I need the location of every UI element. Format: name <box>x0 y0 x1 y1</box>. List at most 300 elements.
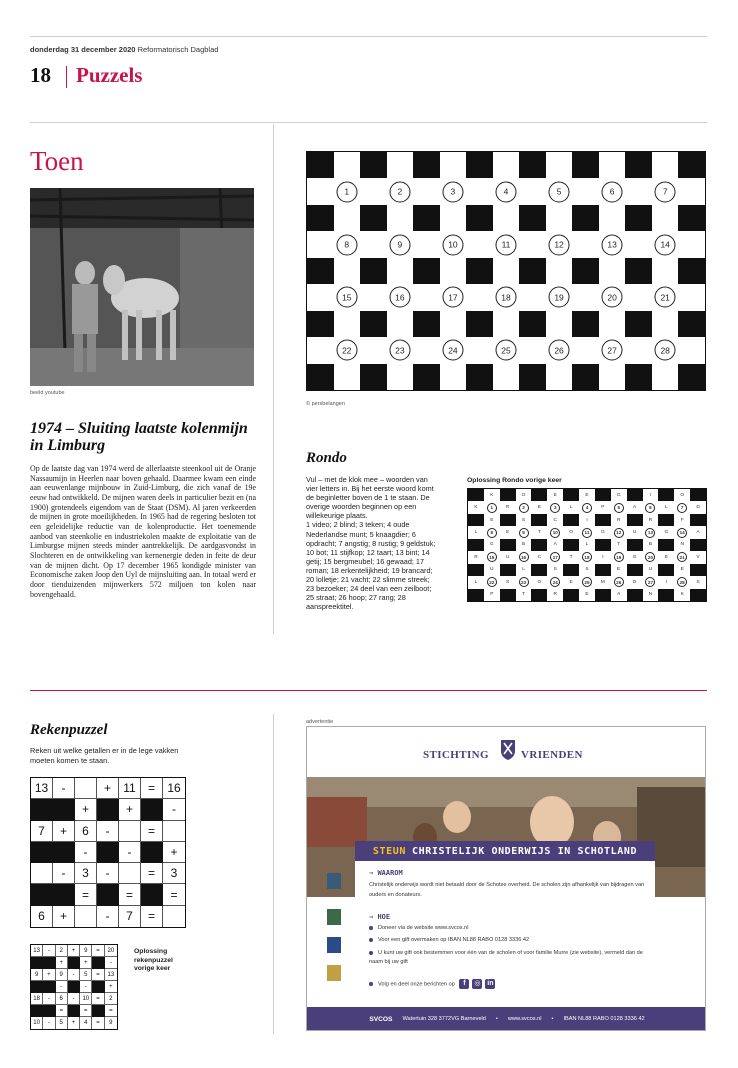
rondo-cell <box>519 152 546 178</box>
rondo-cell <box>466 284 493 310</box>
reken-cell <box>31 884 53 905</box>
rondo-number: 7 <box>655 181 676 202</box>
rondo-cell <box>678 337 705 363</box>
rondo-solution-cell: 14 <box>674 526 690 538</box>
reken-cell: - <box>53 863 75 884</box>
reken-solution-cell <box>43 981 55 993</box>
rondo-cell <box>493 258 520 284</box>
rondo-cell <box>466 205 493 231</box>
page-number: 18 <box>30 63 51 87</box>
rondo-cell <box>466 258 493 284</box>
toen-headline: 1974 – Sluiting laatste kolenmijn in Limburg <box>30 420 248 454</box>
reken-solution-cell: = <box>80 1005 92 1017</box>
rondo-cell <box>493 311 520 337</box>
facebook-icon[interactable]: f <box>459 979 469 989</box>
rondo-cell <box>572 258 599 284</box>
rondo-cell <box>493 337 520 363</box>
rondo-number: 28 <box>655 340 676 361</box>
rondo-solution-cell: G <box>632 554 637 560</box>
rondo-cell <box>360 205 387 231</box>
rondo-cell <box>572 364 599 390</box>
rondo-cell <box>625 337 652 363</box>
reken-solution-cell: 4 <box>80 1017 92 1029</box>
reken-solution-cell: = <box>92 945 104 957</box>
reken-solution-cell: + <box>43 969 55 981</box>
rondo-cell <box>625 284 652 310</box>
rondo-solution-cell: U <box>490 567 494 573</box>
rondo-cell <box>307 311 334 337</box>
rondo-solution-cell: E <box>617 567 621 573</box>
rondo-cell <box>493 231 520 257</box>
rondo-solution-cell <box>595 564 611 576</box>
rondo-solution-cell: E <box>680 567 684 573</box>
rondo-solution-cell: C <box>537 554 542 560</box>
rondo-number: 11 <box>495 234 516 255</box>
ad-hoe-heading: ⇒ HOE <box>369 913 391 921</box>
rondo-solution-cell <box>500 514 516 526</box>
reken-solution-cell <box>31 957 43 969</box>
reken-solution-cell: + <box>68 1017 80 1029</box>
rondo-solution-cell: I <box>586 517 588 523</box>
rondo-cell <box>572 231 599 257</box>
rondo-solution-cell: S <box>585 567 589 573</box>
rondo-number: 13 <box>602 234 623 255</box>
reken-cell: - <box>75 842 97 863</box>
rondo-cell <box>652 284 679 310</box>
rondo-solution-cell: D <box>632 579 637 585</box>
rekenpuzzel-solution-grid <box>30 944 118 1030</box>
rondo-cell <box>334 178 361 204</box>
rondo-cell <box>572 178 599 204</box>
rondo-solution-cell: G <box>489 542 494 548</box>
reken-solution-cell: 5 <box>56 1017 68 1029</box>
rondo-solution-cell: G <box>600 530 605 536</box>
rondo-solution-cell: F <box>680 517 684 523</box>
rondo-solution-cell <box>690 539 706 551</box>
rondo-cell <box>360 178 387 204</box>
rondo-solution-cell: 8 <box>484 526 500 538</box>
rondo-cell <box>440 258 467 284</box>
rondo-solution-cell: E <box>537 505 541 511</box>
rondo-solution-cell: S <box>696 579 700 585</box>
rondo-cell <box>334 231 361 257</box>
rondo-solution-cell: 1 <box>484 501 500 513</box>
rondo-solution-cell <box>563 539 579 551</box>
rondo-cell <box>678 364 705 390</box>
reken-solution-cell: + <box>80 957 92 969</box>
rondo-cell <box>387 205 414 231</box>
rondo-solution-cell: V <box>696 554 700 560</box>
reken-cell: + <box>53 821 75 842</box>
rondo-cell <box>625 178 652 204</box>
rondo-cell <box>678 205 705 231</box>
rondo-solution-cell: A <box>696 530 700 536</box>
rondo-solution-cell <box>690 514 706 526</box>
rondo-number: 23 <box>389 340 410 361</box>
reken-solution-cell: 5 <box>80 969 92 981</box>
reken-solution-cell: 20 <box>105 945 117 957</box>
rondo-cell <box>493 205 520 231</box>
reken-solution-cell: 13 <box>105 969 117 981</box>
rondo-solution-cell: S <box>506 579 510 585</box>
rondo-solution-cell: K <box>490 492 494 498</box>
reken-solution-cell: 6 <box>56 993 68 1005</box>
rondo-solution-cell: I <box>665 579 667 585</box>
reken-cell <box>31 799 53 820</box>
rondo-cell <box>493 152 520 178</box>
reken-cell <box>141 799 163 820</box>
rondo-solution-cell: 7 <box>674 501 690 513</box>
rondo-solution-cell <box>690 589 706 601</box>
toen-body: Op de laatste dag van 1974 werd de allerlaatste steenkool uit de Oranje Nassaumijn in Heerlen naar boven gehaald. Daarmee kwam een einde aan eeuwenlange mijnbouw in Zuid-Limburg, die zich vanaf de 19e eeuw had ontwikkeld. De mijnen waren deels in particulier bezit en (na 1900) grotendeels eigendom van de Staat (DSM). Al jaren verkeerden de mijnen in grote moeilijkheden. In 1965 had de regering besloten tot een geleidelijke reductie van de kolenproductie. Het toenemende aanbod van steenkolie en industriekolen maakte de exploitatie van de Limburgse mijnen steeds minder aantrekkelijk. De aardgasvondst in Slochteren en de ontwikkeling van kernenergie deden in feite de deur van de mijnen dicht. Op 17 december 1965 kondigde minister van Economische zaken Joop den Uyl de mijnsluiting aan. In totaal werd er door tienduizenden mijnwerkers 572 miljoen ton kolen naar bovengehaald. <box>30 464 256 599</box>
reken-solution-cell: = <box>105 1005 117 1017</box>
rondo-solution-cell: 19 <box>611 551 627 563</box>
reken-solution-cell: - <box>105 957 117 969</box>
rondo-cell <box>387 152 414 178</box>
rondo-solution-cell: N <box>680 542 684 548</box>
rondo-solution-cell: B <box>648 542 653 548</box>
rondo-solution-cell <box>595 539 611 551</box>
rondo-cell <box>546 311 573 337</box>
rondo-cell <box>440 205 467 231</box>
rondo-solution-cell <box>468 539 484 551</box>
rondo-solution-cell <box>468 514 484 526</box>
rondo-cell <box>413 284 440 310</box>
rondo-cell <box>440 152 467 178</box>
rondo-solution-cell: 18 <box>579 551 595 563</box>
rondo-number: 9 <box>389 234 410 255</box>
rondo-cell <box>387 284 414 310</box>
rondo-solution-cell: K <box>680 592 684 598</box>
rondo-cell <box>493 284 520 310</box>
section-title: Puzzels <box>76 63 143 87</box>
rondo-solution-cell: 9 <box>516 526 532 538</box>
rondo-cell <box>413 337 440 363</box>
rondo-cell <box>572 205 599 231</box>
rondo-number: 4 <box>495 181 516 202</box>
rondo-cell <box>652 364 679 390</box>
rondo-cell <box>652 311 679 337</box>
rondo-solution-cell: G <box>664 530 669 536</box>
rondo-solution-cell: T <box>522 592 525 598</box>
rondo-number: 17 <box>442 287 463 308</box>
reken-cell: = <box>119 884 141 905</box>
rondo-solution-cell: A <box>617 592 621 598</box>
rondo-cell <box>440 231 467 257</box>
rondo-solution-cell: 5 <box>611 501 627 513</box>
rondo-cell <box>625 231 652 257</box>
reken-cell: = <box>141 863 163 884</box>
rondo-solution-cell: L <box>474 579 478 585</box>
rondo-number: 25 <box>495 340 516 361</box>
reken-cell <box>97 799 119 820</box>
rondo-cell <box>625 311 652 337</box>
reken-cell: - <box>119 842 141 863</box>
rondo-number: 5 <box>549 181 570 202</box>
rondo-solution-cell: I <box>649 492 652 498</box>
rondo-solution-cell: 27 <box>643 576 659 588</box>
reken-solution-cell <box>92 981 104 993</box>
rondo-solution-cell: L <box>664 505 668 511</box>
reken-solution-cell: - <box>80 981 92 993</box>
rondo-cell <box>678 258 705 284</box>
rondo-solution-cell: R <box>616 517 621 523</box>
rondo-number: 1 <box>336 181 357 202</box>
photo-credit: beeld youtube <box>30 390 65 396</box>
reken-solution-cell: 9 <box>80 945 92 957</box>
rondo-solution-cell: U <box>505 554 510 560</box>
rondo-cell <box>307 284 334 310</box>
rondo-cell <box>519 311 546 337</box>
rondo-cell <box>413 205 440 231</box>
reken-cell: + <box>53 906 75 927</box>
rondo-solution-cell: O <box>537 579 542 585</box>
rondo-cell <box>440 178 467 204</box>
rondo-solution-title: Oplossing Rondo vorige keer <box>467 477 562 484</box>
rondo-solution-cell: U <box>648 567 653 573</box>
reken-cell: + <box>163 842 185 863</box>
reken-cell: - <box>53 778 75 799</box>
ad-hoe-item-4: Volg en deel onze berichten op f ◎ in <box>369 979 495 989</box>
rondo-solution-cell: E <box>585 492 589 498</box>
rondo-solution-cell <box>595 589 611 601</box>
rondo-cell <box>678 152 705 178</box>
reken-cell: = <box>75 884 97 905</box>
rondo-cell <box>413 178 440 204</box>
instagram-icon[interactable]: ◎ <box>474 980 481 987</box>
rondo-solution-cell <box>690 564 706 576</box>
reken-solution-cell: 2 <box>105 993 117 1005</box>
rondo-cell <box>334 258 361 284</box>
rondo-cell <box>440 337 467 363</box>
rondo-solution-cell: 24 <box>547 576 563 588</box>
reken-solution-cell: + <box>56 957 68 969</box>
rondo-cell <box>519 258 546 284</box>
rondo-solution-cell: 4 <box>579 501 595 513</box>
rondo-cell <box>466 178 493 204</box>
rondo-cell <box>625 364 652 390</box>
advertisement-label: advertentie <box>306 719 334 725</box>
rondo-cell <box>625 258 652 284</box>
rondo-solution-cell <box>563 589 579 601</box>
reken-cell <box>53 884 75 905</box>
rondo-solution-cell <box>468 589 484 601</box>
rondo-cell <box>334 311 361 337</box>
rondo-cell <box>519 178 546 204</box>
rondo-solution-cell <box>627 514 643 526</box>
school-logo-4 <box>327 965 341 981</box>
rondo-solution-cell: L <box>522 567 525 573</box>
reken-cell <box>97 842 119 863</box>
rondo-solution-cell <box>658 589 674 601</box>
school-logo-2 <box>327 909 341 925</box>
reken-solution-cell: 10 <box>80 993 92 1005</box>
rondo-solution-cell: N <box>648 592 653 598</box>
rondo-solution-cell <box>658 514 674 526</box>
rondo-solution-cell <box>627 539 643 551</box>
rondo-number: 3 <box>442 181 463 202</box>
rondo-cell <box>652 258 679 284</box>
rondo-solution-cell <box>563 514 579 526</box>
reken-solution-cell: 10 <box>31 1017 43 1029</box>
rondo-solution-cell: R <box>553 592 557 598</box>
reken-cell: - <box>97 863 119 884</box>
reken-cell <box>163 821 185 842</box>
reken-cell: 3 <box>75 863 97 884</box>
reken-solution-cell: - <box>43 1017 55 1029</box>
rondo-cell <box>493 178 520 204</box>
rondo-solution-cell: L <box>474 530 478 536</box>
reken-solution-cell <box>31 981 43 993</box>
rondo-solution-cell: 2 <box>516 501 532 513</box>
rondo-solution-cell: M <box>600 579 605 585</box>
rondo-cell <box>652 337 679 363</box>
rondo-cell <box>546 364 573 390</box>
reken-cell <box>97 884 119 905</box>
rondo-cell <box>360 337 387 363</box>
rondo-number: 27 <box>602 340 623 361</box>
rondo-solution-cell: E <box>553 492 557 498</box>
rondo-cell <box>360 284 387 310</box>
rondo-number: 19 <box>549 287 570 308</box>
rondo-cell <box>546 284 573 310</box>
reken-solution-cell <box>68 1005 80 1017</box>
rondo-solution-cell <box>500 589 516 601</box>
rondo-number: 15 <box>336 287 357 308</box>
rondo-title: Rondo <box>306 450 347 466</box>
rondo-cell <box>519 364 546 390</box>
rondo-solution-cell <box>500 539 516 551</box>
rondo-cell <box>599 152 626 178</box>
rondo-cell <box>440 284 467 310</box>
rondo-cell <box>413 152 440 178</box>
rondo-cell <box>599 231 626 257</box>
rondo-solution-cell <box>468 564 484 576</box>
rondo-number: 18 <box>495 287 516 308</box>
rondo-cell <box>334 205 361 231</box>
rekenpuzzel-title: Rekenpuzzel <box>30 722 108 738</box>
rondo-number: 10 <box>442 234 463 255</box>
rondo-number: 21 <box>655 287 676 308</box>
rondo-solution-cell: 3 <box>547 501 563 513</box>
rondo-cell <box>519 337 546 363</box>
rondo-number: 20 <box>602 287 623 308</box>
reken-cell: - <box>163 799 185 820</box>
rondo-solution-cell <box>563 564 579 576</box>
rondo-solution-cell: L <box>569 505 573 511</box>
rondo-solution-cell <box>627 589 643 601</box>
mine-photo <box>30 188 254 386</box>
rondo-cell <box>387 364 414 390</box>
rondo-solution-cell <box>468 489 484 501</box>
rondo-solution-cell: E <box>585 592 589 598</box>
reken-cell: 11 <box>119 778 141 799</box>
reken-cell: 6 <box>31 906 53 927</box>
reken-cell: - <box>97 821 119 842</box>
rondo-solution-cell: P <box>490 592 494 598</box>
reken-cell <box>163 906 185 927</box>
rondo-solution-cell <box>658 539 674 551</box>
rondo-solution-cell: E <box>490 517 494 523</box>
reken-cell <box>141 884 163 905</box>
rondo-solution-cell <box>531 514 547 526</box>
header-separator <box>66 66 67 88</box>
rondo-solution-cell <box>658 564 674 576</box>
school-logo-3 <box>327 937 341 953</box>
reken-cell <box>75 778 97 799</box>
rondo-solution-cell <box>531 564 547 576</box>
rekenpuzzel-instructions: Reken uit welke getallen er in de lege vakken moeten komen te staan. <box>30 746 179 765</box>
reken-cell: = <box>141 821 163 842</box>
ad-logo-left: STICHTING <box>423 749 489 761</box>
rondo-solution-cell: 28 <box>674 576 690 588</box>
advertisement[interactable] <box>306 726 706 1031</box>
rondo-cell <box>360 152 387 178</box>
rondo-clues: Vul – met de klok mee – woorden van vier letters in. Bij het eerste woord komt de beginletter boven de 1 te staan. De overige woorden beginnen op een willekeurige plaats. 1 video; 2 blind; 3 teken; 4 oude Nederlandse munt; 5 knaagdier; 6 opdracht; 7 angstig; 8 rustig; 9 geldstuk; 10 bot; 11 stijfkop; 12 taart; 13 bint; 14 getij; 15 bergmeubel; 16 gewaad; 17 roman; 18 erkentelijkheid; 19 brancard; 20 lolletje; 21 vacht; 22 slimme streek; 23 bezoeker; 24 deel van een zeilboot; 25 straat; 26 hoop; 27 rang; 28 aanspreektitel. <box>306 475 436 612</box>
rondo-cell <box>652 205 679 231</box>
rondo-solution-cell: 16 <box>516 551 532 563</box>
rondo-cell <box>413 311 440 337</box>
rondo-cell <box>572 311 599 337</box>
rondo-solution-cell: 13 <box>643 526 659 538</box>
rondo-solution-cell: O <box>521 492 526 498</box>
rondo-solution-cell: 26 <box>611 576 627 588</box>
rondo-solution-cell: E <box>569 579 573 585</box>
ad-hoe-item-1: Doneer via de website www.svcos.nl <box>369 925 468 931</box>
rondo-solution-cell <box>531 589 547 601</box>
rondo-solution-cell: 11 <box>579 526 595 538</box>
header-date: donderdag 31 december 2020 Reformatorisch Dagblad <box>30 45 219 54</box>
rondo-number: 14 <box>655 234 676 255</box>
rondo-cell <box>360 364 387 390</box>
rondo-cell <box>652 231 679 257</box>
reken-solution-cell <box>92 1005 104 1017</box>
rondo-solution-cell: 12 <box>611 526 627 538</box>
rekenpuzzel-solution-label: Oplossing rekenpuzzel vorige keer <box>134 948 173 972</box>
rondo-cell <box>334 284 361 310</box>
rondo-cell <box>599 337 626 363</box>
rondo-solution-cell: T <box>617 542 621 548</box>
reken-cell: 13 <box>31 778 53 799</box>
reken-solution-cell: - <box>68 993 80 1005</box>
reken-cell: 3 <box>163 863 185 884</box>
reken-solution-cell: = <box>56 1005 68 1017</box>
rondo-number: 16 <box>389 287 410 308</box>
reken-cell: = <box>163 884 185 905</box>
rondo-cell <box>599 178 626 204</box>
rondo-solution-cell <box>531 489 547 501</box>
rondo-solution-cell: O <box>569 530 573 536</box>
rondo-cell <box>466 337 493 363</box>
rondo-solution-cell: A <box>553 542 557 548</box>
rondo-solution-cell: 10 <box>547 526 563 538</box>
reken-solution-cell: 9 <box>56 969 68 981</box>
rondo-solution-cell <box>531 539 547 551</box>
rondo-solution-cell: D <box>696 505 700 511</box>
reken-solution-cell: 18 <box>31 993 43 1005</box>
rondo-solution-cell: 22 <box>484 576 500 588</box>
reken-cell <box>75 906 97 927</box>
ad-banner: STEUN CHRISTELIJK ONDERWIJS IN SCHOTLAND <box>355 841 655 861</box>
rondo-cell <box>466 311 493 337</box>
rondo-cell <box>307 205 334 231</box>
rondo-cell <box>599 205 626 231</box>
rondo-cell <box>440 364 467 390</box>
linkedin-icon[interactable]: in <box>487 980 494 987</box>
rondo-cell <box>360 311 387 337</box>
school-logo-1 <box>327 873 341 889</box>
rondo-cell <box>334 152 361 178</box>
